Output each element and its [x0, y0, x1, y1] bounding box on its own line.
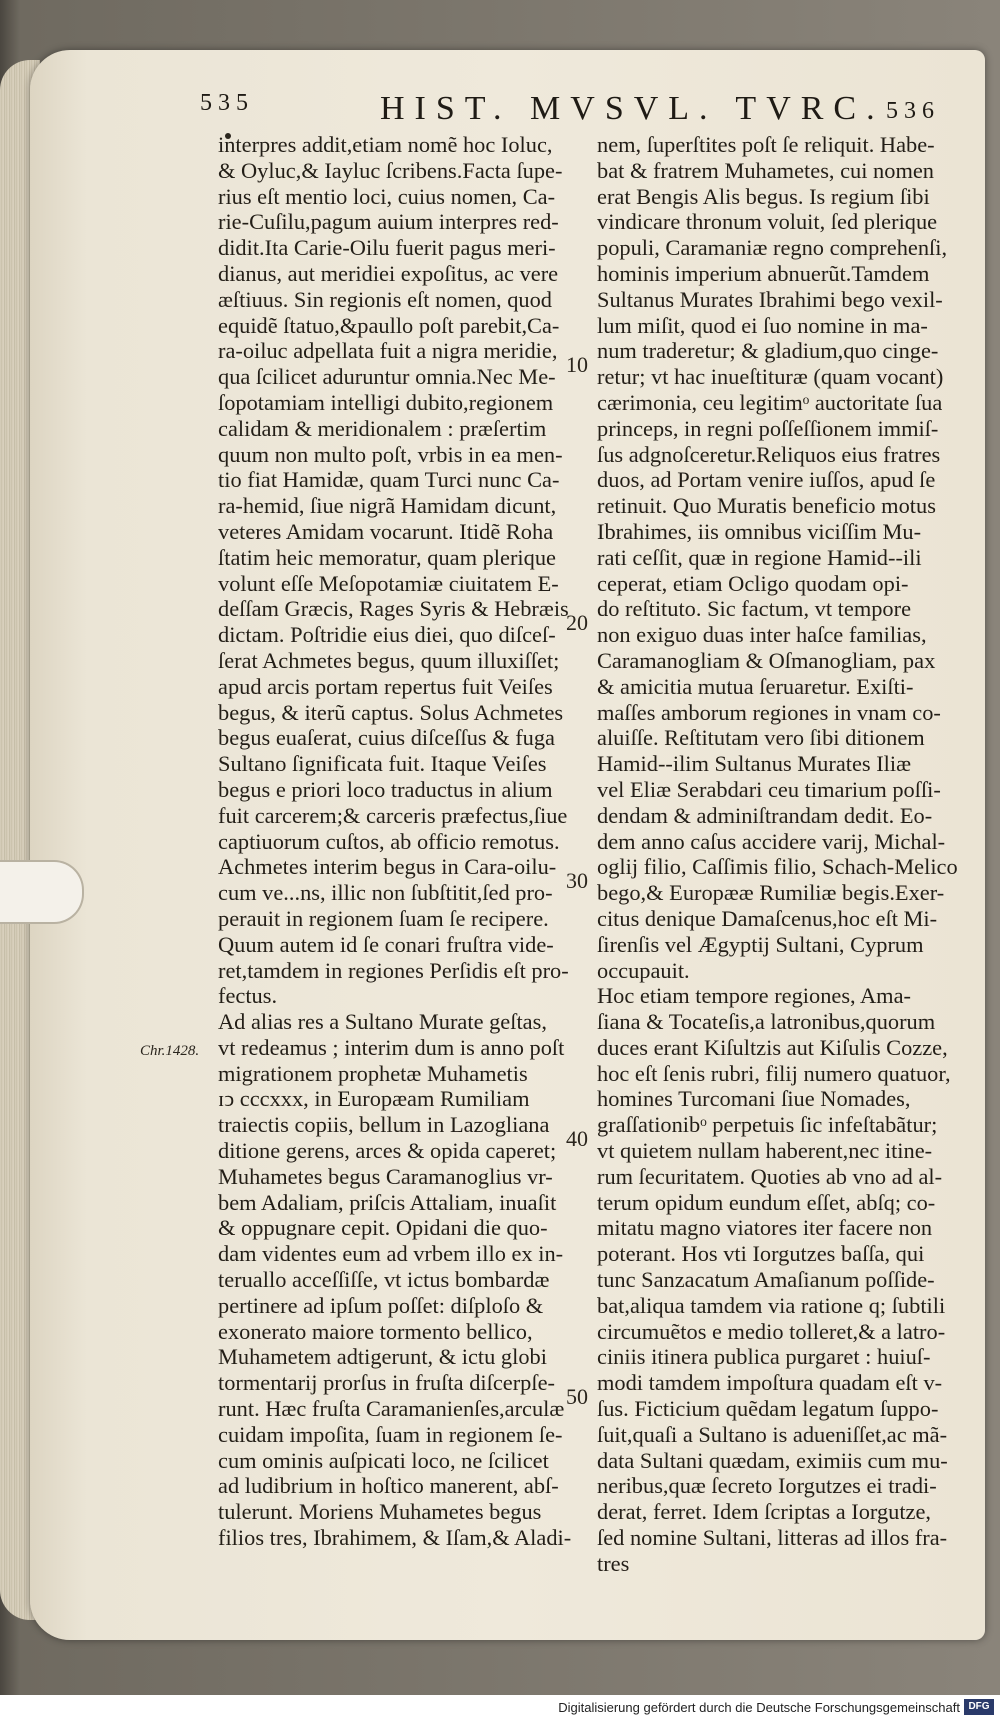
text-line: qua ſcilicet aduruntur omnia.Nec Me- — [218, 364, 556, 390]
text-line: filios tres, Ibrahimem, & Iſam,& Aladi- — [218, 1525, 572, 1551]
footer-credit: Digitalisierung gefördert durch die Deutsche Forschungsgemeinschaft — [558, 1700, 960, 1715]
text-line: Sultanus Murates Ibrahimi bego vexil- — [597, 286, 943, 312]
text-line: lum miſit, quod ei ſuo nomine in ma- — [597, 312, 928, 338]
text-line: princeps, in regni poſſeſſionem immiſ- — [597, 415, 939, 441]
text-line: fectus. — [218, 983, 278, 1009]
text-line: bego,& Europææ Rumiliæ begis.Exer- — [597, 880, 945, 906]
text-line: graſſationibᵒ perpetuis ſic infeſtabãtur; — [597, 1112, 938, 1138]
text-line: & oppugnare cepit. Opidani die quo- — [218, 1215, 548, 1241]
text-line: data Sultani quædam, eximiis cum mu- — [597, 1447, 948, 1473]
text-line: ra-hemid, ſiue nigrã Hamidam dicunt, — [218, 493, 557, 519]
text-line: neribus,quæ ſecreto Iorgutzes ei tradi- — [597, 1473, 937, 1499]
text-line: Quum autem id ſe conari fruſtra vide- — [218, 931, 554, 957]
text-line: maſſes amborum regiones in vnam co- — [597, 699, 941, 725]
text-line: cærimonia, ceu legitimᵒ auctoritate ſua — [597, 389, 943, 415]
text-line: tio fiat Hamidæ, quam Turci nunc Ca- — [218, 467, 560, 493]
text-line: cum ve...ns, illic non ſubſtitit,ſed pro- — [218, 880, 553, 906]
text-line: oglij filio, Caſſimis filio, Schach-Melico — [597, 854, 958, 880]
text-line: dem anno caſus accidere varij, Michal- — [597, 828, 946, 854]
text-line: calidam & meridionalem : præſertim — [218, 415, 547, 441]
text-line: hoc eſt ſenis rubri, filij numero quatuor, — [597, 1060, 951, 1086]
text-line: homines Turcomani ſiue Nomades, — [597, 1086, 911, 1112]
text-line: migrationem prophetæ Muhametis — [218, 1060, 528, 1086]
text-line: ſuit,quaſi a Sultano is adueniſſet,ac mã- — [597, 1421, 948, 1447]
text-line: ſopotamiam intelligi dubito,regionem — [218, 389, 554, 415]
text-line: Ad alias res a Sultano Murate geſtas, — [218, 1009, 547, 1035]
text-line: runt. Hæc fruſta Caramanienſes,arculæ — [218, 1396, 565, 1422]
text-line: æſtiuus. Sin regionis eſt nomen, quod — [218, 286, 552, 312]
text-line: begus e priori loco traductus in alium — [218, 776, 553, 802]
text-line: deſſam Græcis, Rages Syris & Hebræis — [218, 596, 569, 622]
text-line: dictam. Poſtridie eius diei, quo diſceſ- — [218, 622, 556, 648]
text-line: ciniis itinera publica purgaret : huiuſ- — [597, 1344, 931, 1370]
text-line: Muhametes begus Caramanoglius vr- — [218, 1163, 553, 1189]
text-line: ſerat Achmetes begus, quum illuxiſſet; — [218, 647, 560, 673]
text-line: ditione gerens, arces & opida caperet; — [218, 1138, 557, 1164]
text-line: vt quietem nullam haberent,nec itine- — [597, 1138, 933, 1164]
text-line: poterant. Hos vti Iorgutzes baſſa, qui — [597, 1241, 925, 1267]
text-line: ceperat, etiam Ocligo quodam opi- — [597, 570, 909, 596]
line-number-50: 50 — [566, 1384, 588, 1409]
text-line: tunc Sanzacatum Amaſianum poſſide- — [597, 1267, 935, 1293]
text-line: quum non multo poſt, vrbis in ea men- — [218, 441, 563, 467]
text-line: bat,aliqua tamdem via ratione q; ſubtili — [597, 1292, 946, 1318]
text-line: tres — [597, 1550, 630, 1576]
text-line: mitatu magno viatores iter facere non — [597, 1215, 933, 1241]
text-line: Muhametem adtigerunt, & ictu globi — [218, 1344, 547, 1370]
text-line: ɪↄ cccxxx, in Europæam Rumiliam — [218, 1086, 530, 1112]
page-number-left: 535 — [200, 90, 254, 116]
text-line: rie-Cuſilu,pagum auium interpres red- — [218, 209, 559, 235]
text-line: do reſtituto. Sic factum, vt tempore — [597, 596, 912, 622]
text-line: dendam & adminiſtrandam dedit. Eo- — [597, 802, 933, 828]
text-line: dianus, aut meridiei expoſitus, ac vere — [218, 260, 559, 286]
text-line: exonerato maiore tormento bellico, — [218, 1318, 533, 1344]
text-line: citus denique Damaſcenus,hoc eſt Mi- — [597, 905, 938, 931]
text-column-right — [597, 132, 958, 1577]
text-line: duos, ad Portam venire iuſſos, apud ſe — [597, 467, 936, 493]
text-line: pertinere ad ipſum poſſet: diſploſo & — [218, 1292, 544, 1318]
line-number-40: 40 — [566, 1126, 588, 1151]
text-line: ad ludibrium in hoſtico manerent, abſ- — [218, 1473, 559, 1499]
text-column-left — [218, 132, 571, 1551]
text-line: didit.Ita Carie-Oilu fuerit pagus meri- — [218, 235, 556, 261]
bookmark-tab — [0, 860, 84, 924]
text-line: equidẽ ſtatuo,&paullo poſt parebit,Ca- — [218, 312, 560, 338]
text-line: teruallo acceſſiſſe, vt ictus bombardæ — [218, 1267, 550, 1293]
text-line: apud arcis portam repertus fuit Veiſes — [218, 673, 553, 699]
text-line: circumuẽtos e medio tolleret,& a latro- — [597, 1318, 946, 1344]
text-line: rum ſecuritatem. Quoties ab vno ad al- — [597, 1163, 943, 1189]
line-number-10: 10 — [566, 352, 588, 377]
text-line: ſus adgnoſceretur.Reliquos eius fratres — [597, 441, 941, 467]
dfg-logo: DFG — [964, 1699, 994, 1715]
text-line: ſiana & Tocateſis,a latronibus,quorum — [597, 1009, 936, 1035]
text-line: modi tamdem impoſtura quadam eſt v- — [597, 1370, 943, 1396]
text-line: retur; vt hac inueſtituræ (quam vocant) — [597, 364, 944, 390]
text-line: cum ominis auſpicati loco, ne ſcilicet — [218, 1447, 549, 1473]
text-line: populi, Caramaniæ regno comprehenſi, — [597, 235, 948, 261]
text-line: aluiſſe. Reſtitutam vero ſibi ditionem — [597, 725, 925, 751]
margin-note-year: Chr.1428. — [140, 1043, 200, 1059]
text-line: traiectis copiis, bellum in Lazogliana — [218, 1112, 550, 1138]
text-line: derat, ferret. Idem ſcriptas a Iorgutze, — [597, 1499, 932, 1525]
text-line: dam videntes eum ad vrbem illo ex in- — [218, 1241, 564, 1267]
text-line: vel Eliæ Serabdari ceu timarium poſſi- — [597, 776, 941, 802]
text-line: vt redeamus ; interim dum is anno poſt — [218, 1034, 565, 1060]
text-line: duces erant Kiſultzis aut Kiſulis Cozze, — [597, 1034, 948, 1060]
text-line: bem Adaliam, priſcis Attaliam, inuaſit — [218, 1189, 557, 1215]
page-header — [200, 90, 940, 130]
text-line: tormentarij prorſus in fruſta diſcerpſe- — [218, 1370, 555, 1396]
text-line: ſus. Ficticium quẽdam legatum ſuppo- — [597, 1396, 939, 1422]
text-line: Achmetes interim begus in Cara-oilu- — [218, 854, 557, 880]
text-line: perauit in regionem ſuam ſe recipere. — [218, 905, 549, 931]
text-line: ſtatim heic memoratur, quam plerique — [218, 544, 556, 570]
text-line: tulerunt. Moriens Muhametes begus — [218, 1499, 542, 1525]
text-line: non exiguo duas inter haſce familias, — [597, 622, 927, 648]
text-line: Hamid--ilim Sultanus Murates Iliæ — [597, 751, 912, 777]
text-line: rius eſt mentio loci, cuius nomen, Ca- — [218, 183, 556, 209]
text-line: & amicitia mutua ſeruaretur. Exiſti- — [597, 673, 914, 699]
text-line: interpres addit,etiam nomẽ hoc Ioluc, — [218, 132, 553, 157]
text-line: vindicare thronum voluit, ſed plerique — [597, 209, 938, 235]
text-line: Ibrahimes, iis omnibus viciſſim Mu- — [597, 518, 922, 544]
text-line: erat Bengis Alis begus. Is regium ſibi — [597, 183, 930, 209]
text-line: occupauit. — [597, 957, 690, 983]
text-line: ſirenſis vel Ægyptij Sultani, Cyprum — [597, 931, 924, 957]
line-number-30: 30 — [566, 868, 588, 893]
text-line: begus euaſerat, cuius diſceſſus & fuga — [218, 725, 555, 751]
line-number-20: 20 — [566, 610, 588, 635]
text-line: retinuit. Quo Muratis beneficio motus — [597, 493, 936, 519]
text-line: terum opidum eundum eſſet, abſq; co- — [597, 1189, 936, 1215]
running-title: HIST. MVSVL. TVRC. — [380, 90, 885, 127]
text-line: veteres Amidam vocarunt. Itidẽ Roha — [218, 518, 554, 544]
text-line: hominis imperium abnuerũt.Tamdem — [597, 260, 930, 286]
text-line: Hoc etiam tempore regiones, Ama- — [597, 983, 911, 1009]
text-line: ret,tamdem in regiones Perſidis eſt pro- — [218, 957, 569, 983]
text-line: captiuorum cuſtos, ab officio remotus. — [218, 828, 560, 854]
text-line: & Oyluc,& Iayluc ſcribens.Facta ſupe- — [218, 157, 563, 183]
text-line: Caramanogliam & Oſmanogliam, pax — [597, 647, 936, 673]
text-line: volunt eſſe Meſopotamiæ ciuitatem E- — [218, 570, 559, 596]
page-number-right: 536 — [886, 98, 940, 124]
text-line: cuidam impoſita, ſuam in regionem ſe- — [218, 1421, 563, 1447]
text-line: Sultano ſignificata fuit. Itaque Veiſes — [218, 751, 547, 777]
text-line: num traderetur; & gladium,quo cinge- — [597, 338, 939, 364]
footer-bar — [0, 1695, 1000, 1721]
text-line: nem, ſuperſtites poſt ſe reliquit. Habe- — [597, 132, 935, 157]
text-line: begus, & iterũ captus. Solus Achmetes — [218, 699, 564, 725]
text-line: bat & fratrem Muhametes, cui nomen — [597, 157, 934, 183]
text-line: ſed nomine Sultani, litteras ad illos fra- — [597, 1525, 948, 1551]
text-line: ra-oiluc adpellata fuit a nigra meridie, — [218, 338, 558, 364]
text-line: fuit carcerem;& carceris præfectus,ſiue — [218, 802, 568, 828]
text-line: rati ceſſit, quæ in regione Hamid--ili — [597, 544, 922, 570]
